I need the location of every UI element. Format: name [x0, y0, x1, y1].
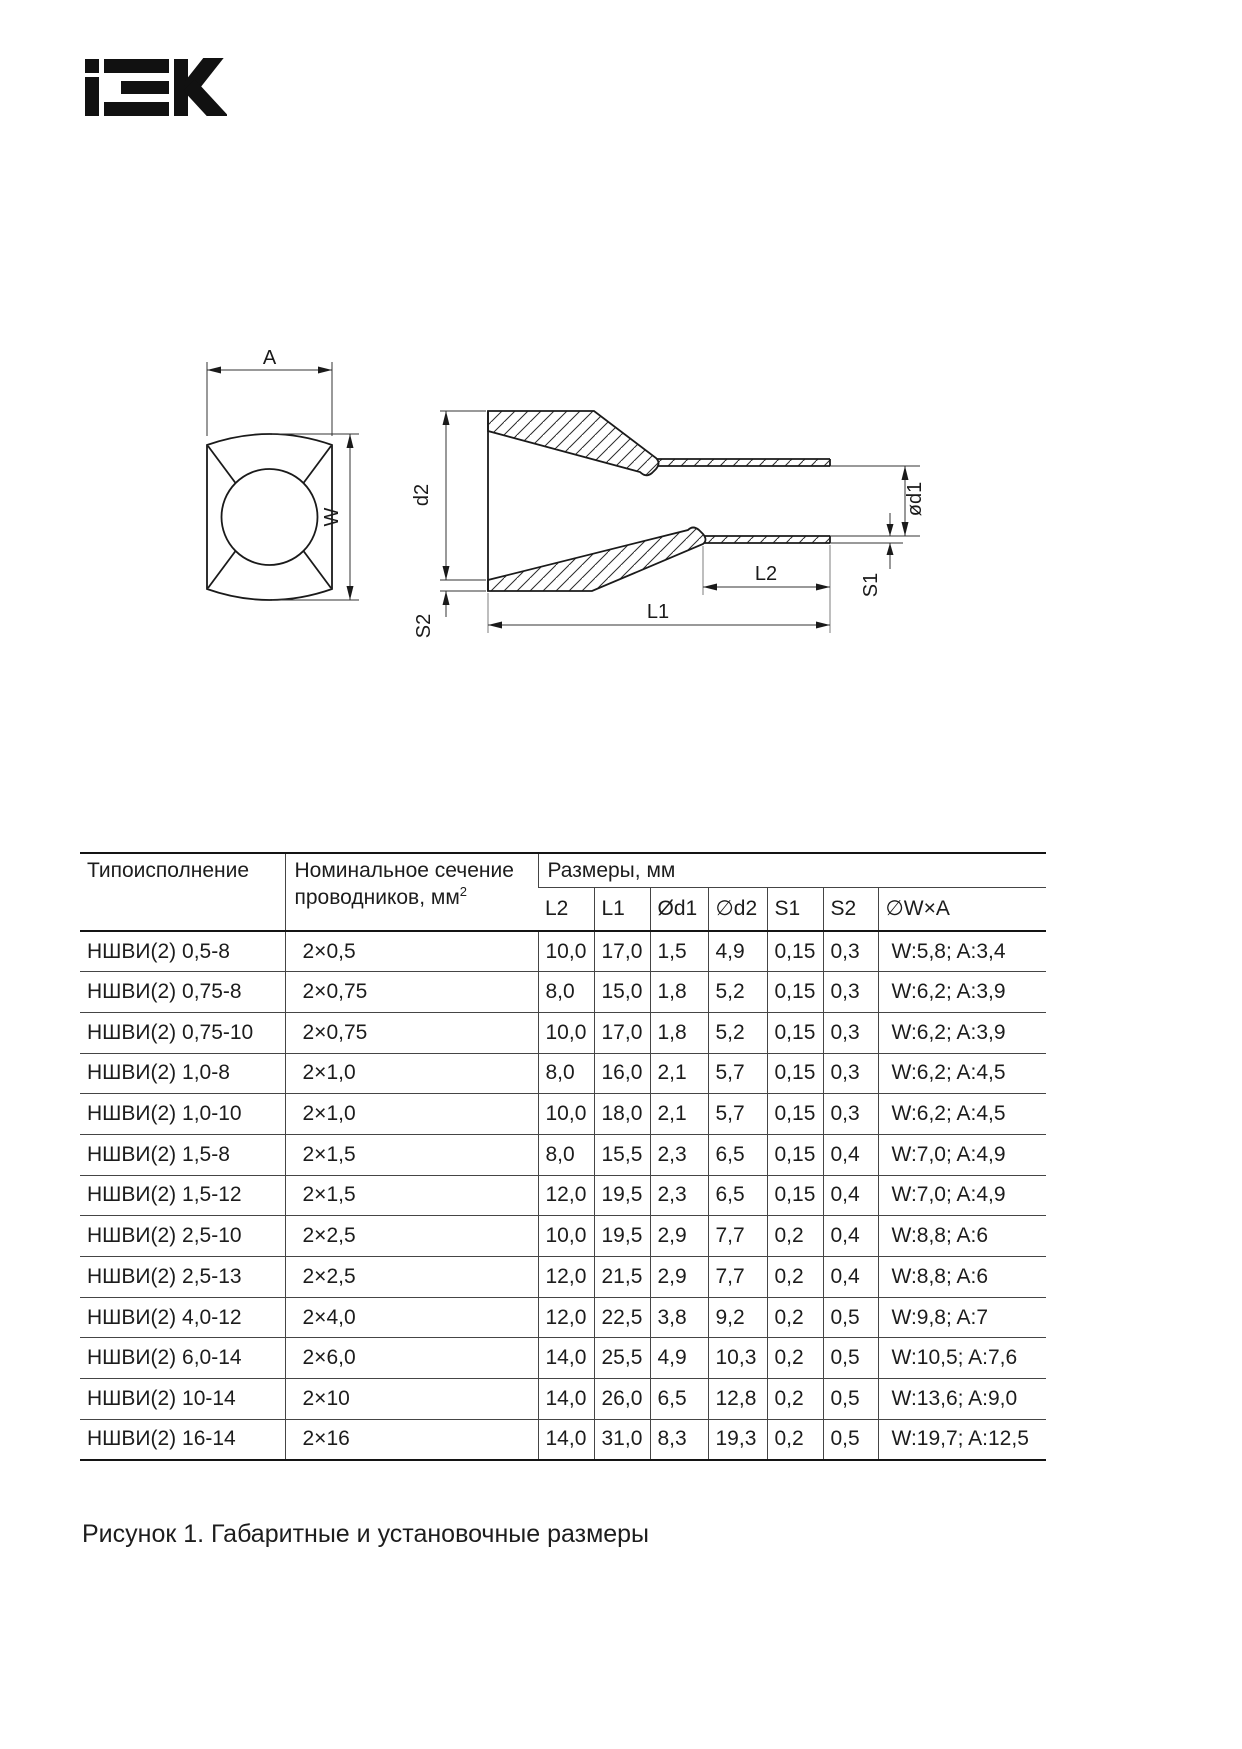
table-cell: 12,0: [538, 1297, 594, 1338]
table-cell: 26,0: [594, 1379, 650, 1420]
figure-caption: Рисунок 1. Габаритные и установочные размеры: [82, 1520, 650, 1548]
column-header-sizes: Размеры, мм: [538, 853, 1046, 887]
column-header-section-sup: 2: [459, 883, 467, 899]
table-cell: 0,15: [767, 1134, 823, 1175]
table-cell: 2×2,5: [285, 1257, 538, 1298]
table-cell: W:5,8; A:3,4: [878, 931, 1046, 972]
table-cell: 0,5: [823, 1338, 878, 1379]
table-cell: 1,5: [650, 931, 708, 972]
table-cell: 2×0,75: [285, 1012, 538, 1053]
dim-label-s2: S2: [413, 613, 435, 639]
column-header-section-text: Номинальное сечение проводников, мм: [294, 859, 514, 909]
table-cell: 10,0: [538, 1094, 594, 1135]
table-cell: 2,3: [650, 1175, 708, 1216]
table-cell: 0,4: [823, 1257, 878, 1298]
subheader-l2: L2: [538, 887, 594, 931]
table-cell: 6,5: [650, 1379, 708, 1420]
table-cell: НШВИ(2) 2,5-10: [80, 1216, 285, 1257]
table-cell: 17,0: [594, 931, 650, 972]
table-row: [80, 1134, 1046, 1175]
subheader-l1: L1: [594, 887, 650, 931]
table-cell: 21,5: [594, 1257, 650, 1298]
table-row: [80, 1379, 1046, 1420]
table-cell: 5,2: [708, 1012, 767, 1053]
table-cell: 9,2: [708, 1297, 767, 1338]
table-cell: 2×16: [285, 1419, 538, 1460]
table-body: [80, 931, 1046, 1460]
table-cell: 0,15: [767, 931, 823, 972]
table-cell: НШВИ(2) 0,75-8: [80, 972, 285, 1013]
subheader-s2: S2: [823, 887, 878, 931]
table-cell: 1,8: [650, 972, 708, 1013]
table-cell: 19,5: [594, 1216, 650, 1257]
table-cell: 2,1: [650, 1053, 708, 1094]
table-cell: НШВИ(2) 1,5-12: [80, 1175, 285, 1216]
table-row: [80, 1297, 1046, 1338]
table-cell: НШВИ(2) 6,0-14: [80, 1338, 285, 1379]
table-cell: 2×1,5: [285, 1175, 538, 1216]
table-cell: 8,3: [650, 1419, 708, 1460]
table-cell: 0,2: [767, 1379, 823, 1420]
table-cell: 0,2: [767, 1257, 823, 1298]
table-cell: 10,3: [708, 1338, 767, 1379]
ferrule-front-outline: [207, 434, 332, 600]
table-cell: 2×6,0: [285, 1338, 538, 1379]
table-cell: 1,8: [650, 1012, 708, 1053]
table-cell: 2,3: [650, 1134, 708, 1175]
dimension-lines-front: [207, 362, 359, 600]
table-cell: НШВИ(2) 0,5-8: [80, 931, 285, 972]
table-cell: 0,5: [823, 1419, 878, 1460]
tube-walls: [640, 459, 830, 543]
table-cell: 2×4,0: [285, 1297, 538, 1338]
table-row: [80, 1338, 1046, 1379]
table-cell: 2×1,5: [285, 1134, 538, 1175]
dimension-lines-side: [440, 411, 920, 633]
table-cell: НШВИ(2) 1,5-8: [80, 1134, 285, 1175]
table-cell: 10,0: [538, 1012, 594, 1053]
table-cell: 12,0: [538, 1257, 594, 1298]
table-cell: 0,2: [767, 1297, 823, 1338]
table-cell: НШВИ(2) 16-14: [80, 1419, 285, 1460]
table-cell: 10,0: [538, 1216, 594, 1257]
table-cell: 2,9: [650, 1257, 708, 1298]
table-cell: 0,4: [823, 1216, 878, 1257]
subheader-d2: ∅d2: [708, 887, 767, 931]
subheader-s1: S1: [767, 887, 823, 931]
table-cell: 18,0: [594, 1094, 650, 1135]
table-cell: 12,0: [538, 1175, 594, 1216]
table-cell: 15,0: [594, 972, 650, 1013]
table-cell: 0,4: [823, 1134, 878, 1175]
table-row: [80, 972, 1046, 1013]
table-cell: 2×1,0: [285, 1053, 538, 1094]
column-header-type: Типоисполнение: [80, 853, 285, 931]
table-cell: 15,5: [594, 1134, 650, 1175]
table-cell: 19,5: [594, 1175, 650, 1216]
dim-label-s1: S1: [860, 572, 882, 598]
table-cell: 8,0: [538, 972, 594, 1013]
table-cell: 5,2: [708, 972, 767, 1013]
table-cell: 2×0,5: [285, 931, 538, 972]
table-cell: 14,0: [538, 1379, 594, 1420]
table-cell: 22,5: [594, 1297, 650, 1338]
subheader-d1: Ød1: [650, 887, 708, 931]
dimension-arrows-side: [443, 411, 909, 629]
table-cell: 0,15: [767, 1053, 823, 1094]
table-cell: W:13,6; A:9,0: [878, 1379, 1046, 1420]
table-cell: 2×10: [285, 1379, 538, 1420]
side-view-drawing: [400, 383, 945, 648]
dim-label-a: A: [262, 347, 277, 369]
table-cell: 4,9: [650, 1338, 708, 1379]
table-cell: W:19,7; A:12,5: [878, 1419, 1046, 1460]
dim-label-d1: ød1: [904, 481, 926, 517]
table-cell: 7,7: [708, 1257, 767, 1298]
table-cell: 0,4: [823, 1175, 878, 1216]
table-cell: W:6,2; A:3,9: [878, 972, 1046, 1013]
table-cell: 25,5: [594, 1338, 650, 1379]
table-cell: 7,7: [708, 1216, 767, 1257]
table-row: [80, 1094, 1046, 1135]
column-header-section: [285, 853, 538, 931]
dimensions-table: [80, 852, 1046, 1461]
table-cell: W:6,2; A:4,5: [878, 1094, 1046, 1135]
table-row: [80, 1216, 1046, 1257]
table-cell: W:8,8; A:6: [878, 1216, 1046, 1257]
table-cell: W:6,2; A:4,5: [878, 1053, 1046, 1094]
table-cell: 0,3: [823, 1094, 878, 1135]
table-cell: W:9,8; A:7: [878, 1297, 1046, 1338]
table-cell: 14,0: [538, 1419, 594, 1460]
table-cell: 0,15: [767, 1012, 823, 1053]
table-cell: 0,3: [823, 1053, 878, 1094]
table-cell: НШВИ(2) 10-14: [80, 1379, 285, 1420]
insulation-collar: [488, 411, 706, 591]
table-cell: 2,1: [650, 1094, 708, 1135]
table-cell: 0,3: [823, 931, 878, 972]
table-cell: 5,7: [708, 1094, 767, 1135]
table-cell: НШВИ(2) 1,0-10: [80, 1094, 285, 1135]
table-cell: 4,9: [708, 931, 767, 972]
table-cell: 8,0: [538, 1053, 594, 1094]
dim-label-d2: d2: [411, 483, 433, 507]
table-cell: НШВИ(2) 0,75-10: [80, 1012, 285, 1053]
table-cell: 0,15: [767, 972, 823, 1013]
table-row: [80, 1175, 1046, 1216]
table-cell: НШВИ(2) 1,0-8: [80, 1053, 285, 1094]
dim-label-l1: L1: [646, 601, 670, 623]
table-cell: 17,0: [594, 1012, 650, 1053]
table-cell: 0,5: [823, 1297, 878, 1338]
table-cell: 0,2: [767, 1419, 823, 1460]
table-row: [80, 1053, 1046, 1094]
table-cell: 0,15: [767, 1094, 823, 1135]
table-cell: 14,0: [538, 1338, 594, 1379]
table-cell: 5,7: [708, 1053, 767, 1094]
iek-logo: [84, 58, 227, 116]
table-cell: 0,2: [767, 1216, 823, 1257]
table-cell: 0,3: [823, 1012, 878, 1053]
table-row: [80, 931, 1046, 972]
iek-logo-glyphs: [85, 58, 225, 116]
table-cell: W:8,8; A:6: [878, 1257, 1046, 1298]
dim-label-l2: L2: [754, 563, 778, 585]
table-row: [80, 1257, 1046, 1298]
table-cell: НШВИ(2) 4,0-12: [80, 1297, 285, 1338]
table-cell: W:7,0; A:4,9: [878, 1134, 1046, 1175]
table-cell: 0,3: [823, 972, 878, 1013]
dim-label-w: W: [321, 507, 343, 527]
table-cell: 19,3: [708, 1419, 767, 1460]
table-cell: 6,5: [708, 1134, 767, 1175]
table-cell: 12,8: [708, 1379, 767, 1420]
table-cell: W:6,2; A:3,9: [878, 1012, 1046, 1053]
table-cell: 8,0: [538, 1134, 594, 1175]
table-cell: 2×2,5: [285, 1216, 538, 1257]
table-cell: 0,5: [823, 1379, 878, 1420]
table-cell: W:10,5; A:7,6: [878, 1338, 1046, 1379]
table-cell: 10,0: [538, 931, 594, 972]
table-cell: 2,9: [650, 1216, 708, 1257]
table-cell: НШВИ(2) 2,5-13: [80, 1257, 285, 1298]
table-cell: 2×0,75: [285, 972, 538, 1013]
table-cell: 3,8: [650, 1297, 708, 1338]
table-row: [80, 1012, 1046, 1053]
table-cell: 0,2: [767, 1338, 823, 1379]
table-row: [80, 1419, 1046, 1460]
table-cell: 31,0: [594, 1419, 650, 1460]
subheader-wxa: ∅W×A: [878, 887, 1046, 931]
table-cell: W:7,0; A:4,9: [878, 1175, 1046, 1216]
table-cell: 2×1,0: [285, 1094, 538, 1135]
table-cell: 6,5: [708, 1175, 767, 1216]
table-cell: 16,0: [594, 1053, 650, 1094]
front-view-drawing: [182, 332, 367, 627]
table-cell: 0,15: [767, 1175, 823, 1216]
